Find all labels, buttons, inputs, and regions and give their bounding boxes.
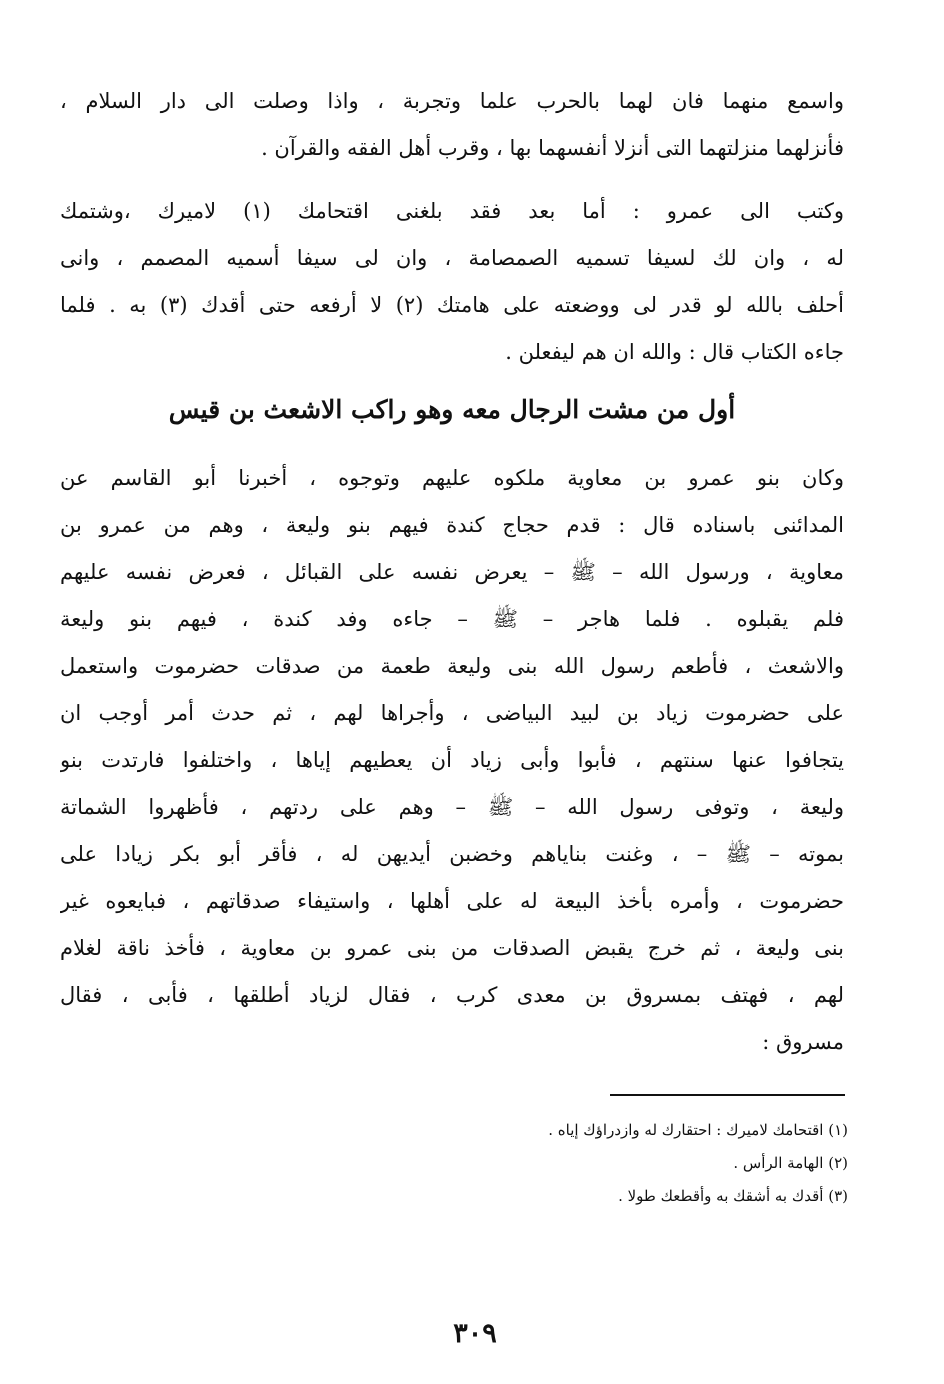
text-line: المدائنى باسناده قال : قدم حجاج كندة فيهم بنو وليعة ، وهم من عمرو بن xyxy=(60,513,844,537)
text-line: أحلف بالله لو قدر لى ووضعته على هامتك (٢) لا أرفعه حتى أقدك (٣) به . فلما xyxy=(60,293,844,317)
text-line: حضرموت ، وأمره بأخذ البيعة له على أهلها ، واستيفاء صدقاتهم ، فبايعوه غير xyxy=(60,889,844,913)
paragraph-3 xyxy=(60,455,844,1066)
text-line: لهم ، فهتف بمسروق بن معدى كرب ، فقال لزياد أطلقها ، فأبى ، فقال xyxy=(60,983,844,1007)
text-line: يتجافوا عنها سنتهم ، فأبوا وأبى زياد أن يعطيهم إياها ، واختلفوا فارتدت بنو xyxy=(60,748,844,772)
text-line: فلم يقبلوه . فلما هاجر – ﷺ – جاءه وفد كندة ، فيهم بنو وليعة xyxy=(60,607,844,631)
text-line: والاشعث ، فأطعم رسول الله بنى وليعة طعمة من صدقات حضرموت واستعمل xyxy=(60,654,844,678)
text-line: مسروق : xyxy=(762,1030,844,1054)
text-line: بموته – ﷺ – ، وغنت بناياهم وخضبن أيديهن له ، فأقر أبو بكر زيادا على xyxy=(60,842,844,866)
text-line: له ، وان لك لسيفا تسميه الصمصامة ، وان لى سيفا أسميه المصمم ، وانى xyxy=(60,246,844,270)
text-line: بنى وليعة ، ثم خرج يقبض الصدقات من بنى عمرو بن معاوية ، فأخذ ناقة لغلام xyxy=(60,936,844,960)
text-line: وكتب الى عمرو : أما بعد فقد بلغنى اقتحامك (١) لاميرك ،وشتمك xyxy=(60,199,844,223)
footnotes xyxy=(300,1114,848,1213)
text-line: وليعة ، وتوفى رسول الله – ﷺ – وهم على ردتهم ، فأظهروا الشماتة xyxy=(60,795,844,819)
paragraph-2 xyxy=(60,188,844,376)
footnote-1: (١) اقتحامك لاميرك : احتقارك له وازدراؤك إياه . xyxy=(548,1121,848,1139)
text-line: معاوية ، ورسول الله – ﷺ – يعرض نفسه على القبائل ، فعرض نفسه عليهم xyxy=(60,560,844,584)
text-line: على حضرموت زياد بن لبيد البياضى ، وأجراها لهم ، ثم حدث أمر أوجب ان xyxy=(60,701,844,725)
text-line: وكان بنو عمرو بن معاوية ملكوه عليهم وتوجوه ، أخبرنا أبو القاسم عن xyxy=(60,466,844,490)
text-line: واسمع منهما فان لهما بالحرب علما وتجربة ، واذا وصلت الى دار السلام ، xyxy=(60,89,844,113)
text-line: جاءه الكتاب قال : والله ان هم ليفعلن . xyxy=(505,340,844,364)
footnote-divider xyxy=(610,1094,845,1096)
footnote-3: (٣) أقدك به أشقك به وأقطعك طولا . xyxy=(618,1187,848,1205)
section-heading: أول من مشت الرجال معه وهو راكب الاشعث بن قيس xyxy=(168,395,736,424)
footnote-2: (٢) الهامة الرأس . xyxy=(733,1154,848,1172)
page-number: ٣٠٩ xyxy=(453,1318,497,1349)
text-line: فأنزلهما منزلتهما التى أنزلا أنفسهما بها ، وقرب أهل الفقه والقرآن . xyxy=(261,136,844,160)
paragraph-1 xyxy=(60,78,844,172)
